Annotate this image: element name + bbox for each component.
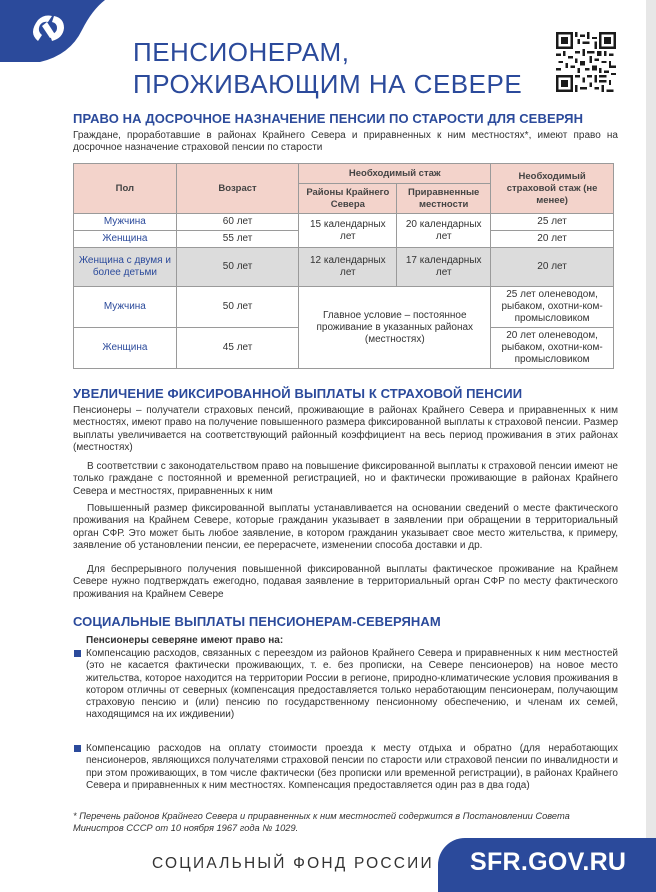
th-insurance: Необходимый страховой стаж (не менее)	[491, 164, 614, 214]
cell-equal: 17 календарных лет	[397, 248, 491, 287]
bullet-square-icon	[74, 650, 81, 657]
th-equal: Приравненные местности	[397, 184, 491, 214]
title-line-2: ПРОЖИВАЮЩИМ НА СЕВЕРЕ	[133, 69, 523, 99]
paragraph-4: Для беспрерывного получения повышенной фиксированной выплаты фактическое проживание на Крайнем Севере нужно подтверждать ежегодно, подавая заявление в территориальный орган СФР по месту фактического проживания на Крайнем Севере	[73, 564, 618, 600]
cell-gender: Мужчина	[74, 214, 177, 231]
paragraph-2: В соответствии с законодательством право на повышение фиксированной выплаты к страховой пенсии имеют не только граждане с постоянной и временной регистрацией, но и фактически проживающие в районах Крайнего Севера и местностях, приравненных к ним	[73, 461, 618, 497]
cell-age: 55 лет	[176, 231, 299, 248]
paragraph-1: Пенсионеры – получатели страховых пенсий, проживающие в районах Крайнего Севера и приравненных к ним местностях, имеют право на получение повышенного размера фиксированной выплаты к страховой пенсии. Размер выплаты увеличивается на соответствующий районный коэффициент на весь период проживания в этих районах (местностях)	[73, 405, 618, 453]
title-line-1: ПЕНСИОНЕРАМ,	[133, 37, 350, 67]
cell-equal: 20 календарных лет	[397, 214, 491, 248]
footnote: * Перечень районов Крайнего Севера и приравненных к ним местностей содержится в Постановлении Совета Министров СССР от 10 ноября 1967 года № 1029.	[73, 811, 570, 833]
th-age: Возраст	[176, 164, 299, 214]
list-item	[73, 743, 618, 792]
section-heading-early-pension: ПРАВО НА ДОСРОЧНОЕ НАЗНАЧЕНИЕ ПЕНСИИ ПО СТАРОСТИ ДЛЯ СЕВЕРЯН	[73, 111, 584, 126]
cell-insurance: 25 лет оленеводом, рыбаком, охотни-ком-промысловиком	[491, 287, 614, 328]
section-intro-text: Граждане, проработавшие в районах Крайнего Севера и приравненных к ним местностях*, имеют право на досрочное назначение страховой пенсии по старости	[73, 130, 618, 154]
bullet-square-icon	[74, 745, 81, 752]
page-title	[133, 36, 553, 100]
stazh-table	[73, 163, 614, 369]
cell-gender: Женщина	[74, 231, 177, 248]
sfr-logo-icon	[0, 0, 110, 62]
list-item	[73, 648, 618, 722]
cell-age: 45 лет	[176, 328, 299, 369]
cell-insurance: 20 лет оленеводом, рыбаком, охотни-ком-промысловиком	[491, 328, 614, 369]
cell-north: 12 календарных лет	[299, 248, 397, 287]
cell-gender: Женщина	[74, 328, 177, 369]
cell-age: 50 лет	[176, 248, 299, 287]
cell-north: 15 календарных лет	[299, 214, 397, 248]
cell-condition: Главное условие – постоянное проживание в указанных районах (местностях)	[299, 287, 491, 369]
cell-insurance: 20 лет	[491, 248, 614, 287]
list-item-text: Компенсацию расходов на оплату стоимости проезда к месту отдыха и обратно (для неработающих пенсионеров, являющихся получателями страховой пенсии по старости или страховой пенсии по инвалидности и при этом проживающих, в том числе фактически (без прописки или временной регистрации), в районах Крайнего Севера и приравненных к ним местностях. Компенсация предоставляется один раз в два года)	[86, 743, 618, 791]
cell-age: 50 лет	[176, 287, 299, 328]
th-north: Районы Крайнего Севера	[299, 184, 397, 214]
footer-website-link[interactable]: SFR.GOV.RU	[470, 848, 627, 876]
cell-insurance: 20 лет	[491, 231, 614, 248]
th-stazh: Необходимый стаж	[299, 164, 491, 184]
section-heading-social-payments: СОЦИАЛЬНЫЕ ВЫПЛАТЫ ПЕНСИОНЕРАМ-СЕВЕРЯНАМ	[73, 614, 441, 629]
qr-code-icon	[556, 32, 616, 92]
paragraph-3: Повышенный размер фиксированной выплаты устанавливается на основании сведений о месте фактического проживания на Крайнем Севере, которые гражданин указывает в заявлении при обращении в территориальный орган СФР. Это может быть любое заявление, в котором гражданин указывает свое место жительства, к примеру, заявление об установлении пенсии, ее перерасчете, изменении способа доставки и др.	[73, 503, 618, 551]
section-heading-fixed-payment: УВЕЛИЧЕНИЕ ФИКСИРОВАННОЙ ВЫПЛАТЫ К СТРАХОВОЙ ПЕНСИИ	[73, 386, 523, 401]
list-item-text: Компенсацию расходов, связанных с переездом из районов Крайнего Севера и приравненных к ним местностей (это не касается фактически проживающих, т. е. без прописки, на Севере пенсионеров) на новое место жительства, которое находится на территории России в регионе, природно-климатические условия проживания в котором отличны от северных (компенсация предоставляется только неработающим пенсионерам, получающим страховую пенсию и (или) пенсию по государственному пенсионному обеспечению, и членам их семей, находящимся на их иждивении)	[86, 648, 618, 721]
bullet-list-heading: Пенсионеры северяне имеют право на:	[86, 635, 284, 646]
cell-gender: Женщина с двумя и более детьми	[74, 248, 177, 287]
cell-gender: Мужчина	[74, 287, 177, 328]
cell-age: 60 лет	[176, 214, 299, 231]
th-gender: Пол	[74, 164, 177, 214]
cell-insurance: 25 лет	[491, 214, 614, 231]
page-edge	[646, 0, 656, 892]
footer-org-name: СОЦИАЛЬНЫЙ ФОНД РОССИИ	[152, 855, 434, 872]
